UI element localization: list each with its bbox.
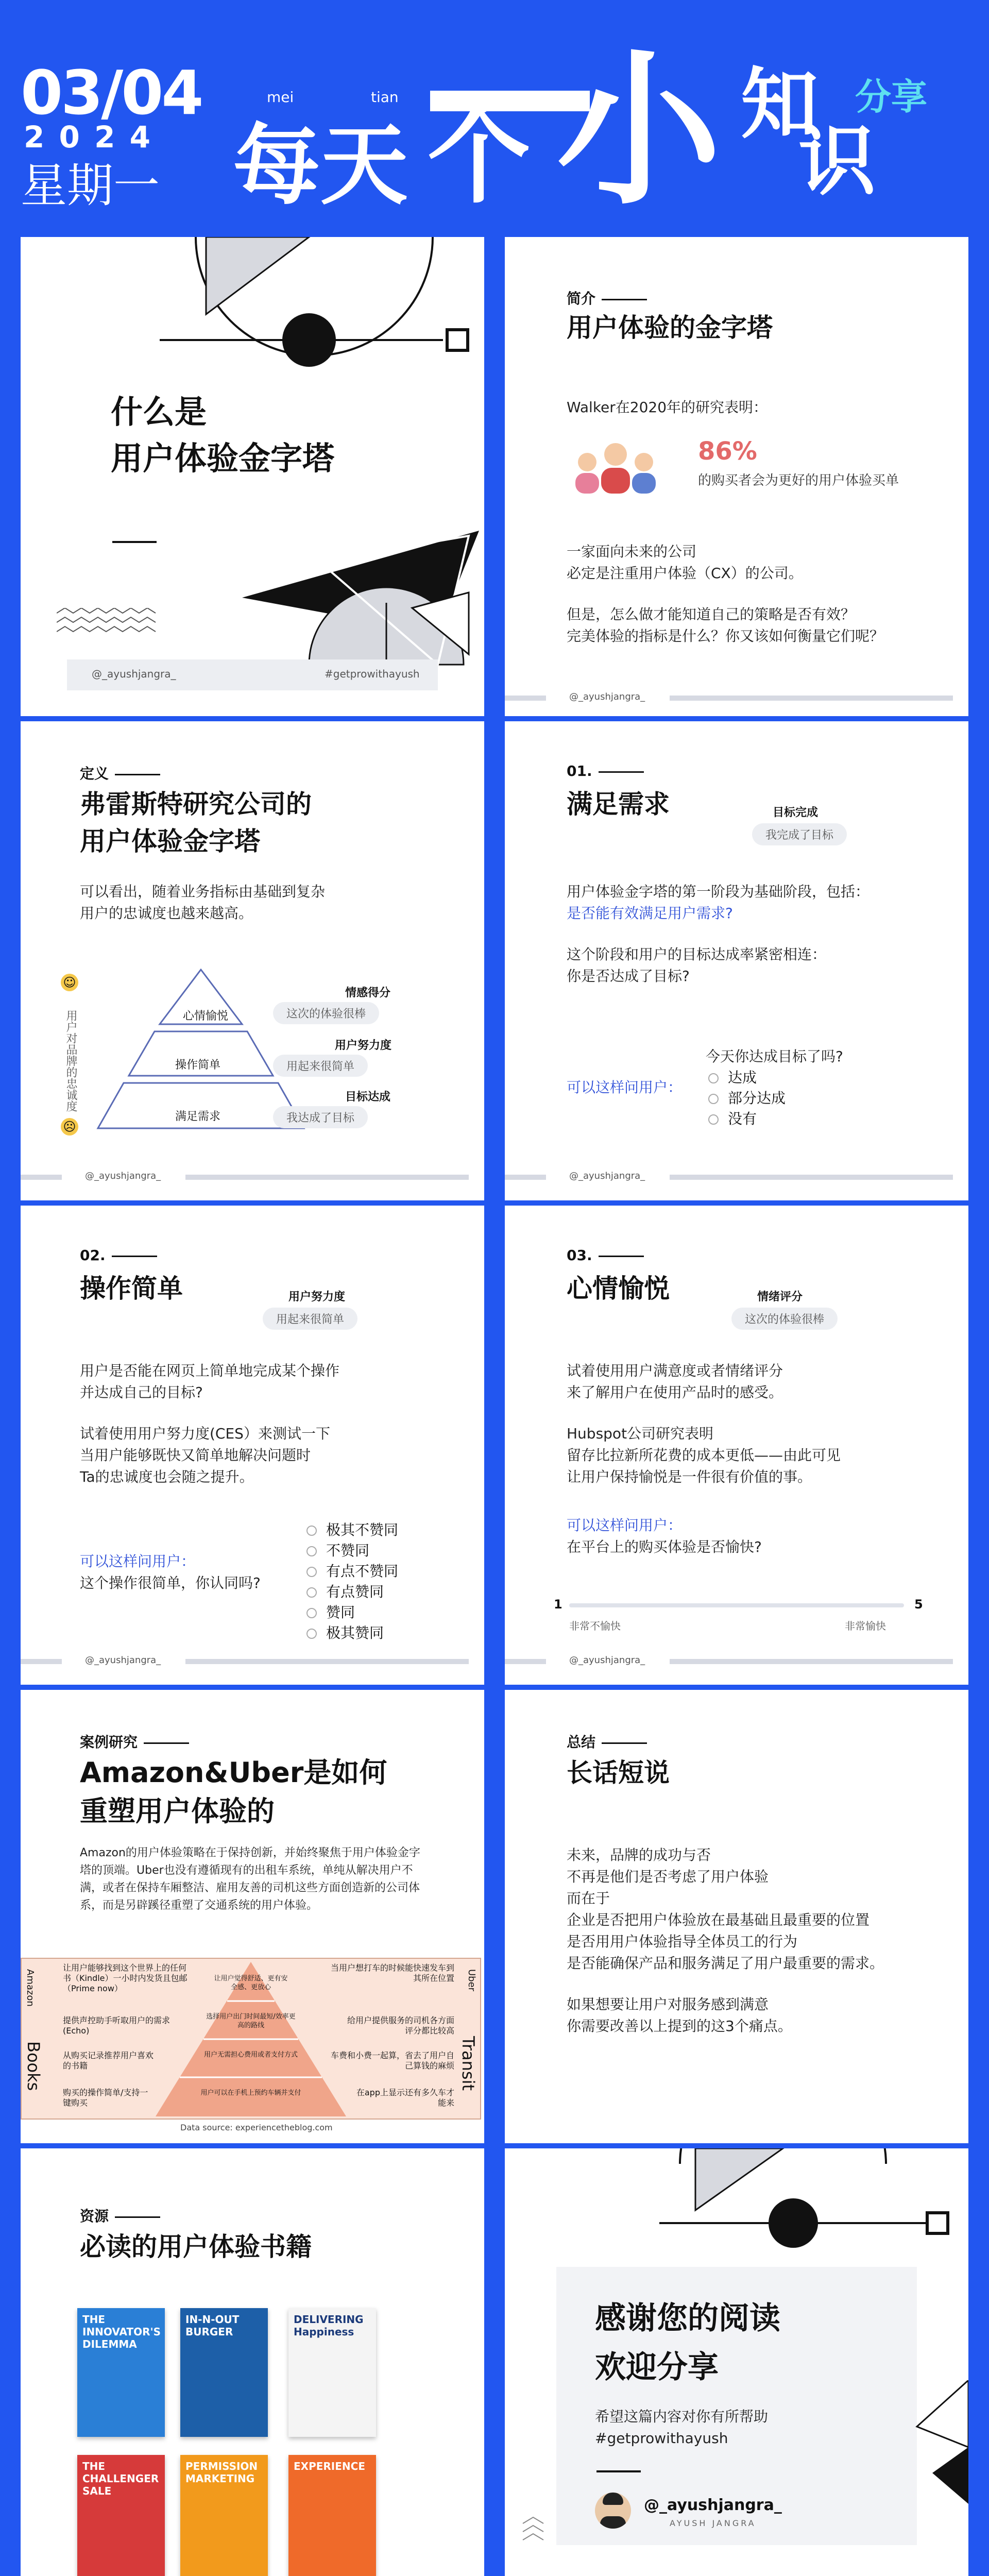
semicircle-decoration <box>155 237 474 371</box>
card4-question: 今天你达成目标了吗? <box>706 1048 843 1065</box>
card4-p1-line1: 用户体验金字塔的第一阶段为基础阶段，包括： <box>567 883 870 900</box>
card2-footer-bar-right <box>670 696 953 701</box>
card5-ask: 可以这样问用户： <box>80 1553 196 1570</box>
card4-title: 满足需求 <box>567 789 670 819</box>
card2-percent-text: 的购买者会为更好的用户体验买单 <box>698 473 899 488</box>
card7-source: Data source: experiencetheblog.com <box>180 2123 333 2132</box>
left-label: Books <box>24 2041 43 2091</box>
card-delight <box>505 1206 968 1685</box>
card2-p1-line2: 必定是注重用户体验（CX）的公司。 <box>567 565 803 582</box>
header-pinyin-mei: mei <box>267 89 294 106</box>
card4-ask: 可以这样问用户： <box>567 1079 683 1096</box>
card3-pill2: 用起来很简单 <box>273 1055 368 1077</box>
card4-section: 01. <box>567 762 644 779</box>
card7-desc: Amazon的用户体验策略在于保持创新，并始终聚焦于用户体验金字塔的顶端。Uber也没有遵循现有的出租车系统，单纯从解决用户不满，或者在保持车厢整洁、雇用友善的司机这些方面创造新的公司体系，而是另辟蹊径重塑了交通系统的用户体验。 <box>80 1846 420 1912</box>
card3-tag2: 用户努力度 <box>335 1039 392 1052</box>
card10-profile-handle: @_ayushjangra_ <box>644 2496 782 2514</box>
scale-min: 1 <box>554 1597 562 1612</box>
card3-desc-line1: 可以看出，随着业务指标由基础到复杂 <box>80 883 326 900</box>
card10-title-line1: 感谢您的阅读 <box>595 2300 780 2336</box>
avatar <box>595 2493 631 2529</box>
right-item: 在app上显示还有多久车才能来 <box>356 2088 454 2108</box>
scale-max: 5 <box>914 1597 923 1612</box>
card10-sub-line2: #getprowithayush <box>595 2430 728 2447</box>
center-item: 用户可以在手机上预约车辆并支付 <box>200 2089 301 2097</box>
card8-p1-line1: 未来，品牌的成功与否 <box>567 1846 711 1863</box>
triangle-decoration <box>242 531 479 675</box>
card3-pill3: 我达成了目标 <box>273 1106 368 1128</box>
card2-p2-line2: 完美体验的指标是什么？你又该如何衡量它们呢？ <box>567 628 884 645</box>
card1-hashtag: #getprowithayush <box>325 668 420 680</box>
card8-p1-line2: 不再是他们是否考虑了用户体验 <box>567 1868 769 1885</box>
card4-pill: 我完成了目标 <box>752 823 847 845</box>
card5-p1-line2: 并达成自己的目标? <box>80 1384 203 1401</box>
card2-p2-line1: 但是，怎么做才能知道自己的策略是否有效？ <box>567 606 856 623</box>
card-resources <box>21 2148 484 2576</box>
card3-tag1: 情感得分 <box>345 987 391 999</box>
card5-p1-line1: 用户是否能在网页上简单地完成某个操作 <box>80 1362 340 1379</box>
book-cover[interactable]: PERMISSION MARKETING <box>180 2455 268 2576</box>
header-year: 2 0 2 4 <box>24 120 153 155</box>
card4-p2-line2: 你是否达成了目标? <box>567 968 690 985</box>
card10-profile-name: AYUSH JANGRA <box>670 2518 756 2528</box>
book-cover[interactable]: EXPERIENCE <box>288 2455 376 2576</box>
card3-title-line1: 弗雷斯特研究公司的 <box>80 789 312 819</box>
header-title-1: 每天 <box>233 115 408 217</box>
card2-section: 简介 <box>567 287 647 308</box>
option-item[interactable]: 有点赞同 <box>306 1582 398 1602</box>
card3-section: 定义 <box>80 762 160 783</box>
card6-pill: 这次的体验很棒 <box>731 1308 838 1330</box>
card3-footer-bar-right <box>185 1175 469 1180</box>
zigzag-decoration <box>57 608 160 639</box>
card4-footer-bar-right <box>670 1175 953 1180</box>
right-label-top: Uber <box>466 1969 477 1992</box>
card-thanks <box>505 2148 968 2576</box>
triangle-decoration <box>912 2380 968 2509</box>
card2-title: 用户体验的金字塔 <box>567 313 773 343</box>
scale-max-label: 非常愉快 <box>845 1620 886 1632</box>
card8-p1-line5: 是否用用户体验指导全体员工的行为 <box>567 1933 798 1950</box>
card8-p2-line2: 你需要改善以上提到的这3个痛点。 <box>567 2018 792 2035</box>
card8-section: 总结 <box>567 1731 647 1752</box>
header-title-4: 知 <box>741 60 819 149</box>
center-item: 让用户觉得舒适、更有安全感、更放心 <box>214 1975 288 1991</box>
card8-p1-line4: 企业是否把用户体验放在最基础且最重要的位置 <box>567 1911 870 1928</box>
left-item: 提供声控助手听取用户的需求(Echo) <box>63 2015 170 2036</box>
header-title-5: 识 <box>798 116 876 206</box>
card1-handle: @_ayushjangra_ <box>92 668 176 680</box>
rating-scale-track[interactable] <box>569 1603 904 1607</box>
card-meet-needs <box>505 721 968 1200</box>
card6-section: 03. <box>567 1247 644 1264</box>
card3-footer-bar-left <box>21 1175 62 1180</box>
card3-tag3: 目标达成 <box>345 1091 391 1104</box>
card5-footer-bar-right <box>185 1659 469 1664</box>
card5-title: 操作简单 <box>80 1274 183 1303</box>
header-title-2: 个 <box>428 97 531 217</box>
chevron-decoration <box>520 2514 546 2545</box>
book-cover[interactable]: THE CHALLENGER SALE <box>77 2455 165 2576</box>
header-share: 分享 <box>855 76 927 118</box>
option-item[interactable]: 达成 <box>708 1067 786 1088</box>
card6-p1-line1: 试着使用用户满意度或者情绪评分 <box>567 1362 783 1379</box>
card-case-study <box>21 1690 484 2143</box>
card3-desc-line2: 用户的忠诚度也越来越高。 <box>80 905 253 922</box>
right-item: 给用户提供服务的司机各方面评分都比较高 <box>347 2015 454 2036</box>
card5-section: 02. <box>80 1247 157 1264</box>
semicircle-decoration <box>659 2148 968 2251</box>
card4-options <box>708 1067 786 1129</box>
right-item: 车费和小费一起算，省去了用户自己算钱的麻烦 <box>331 2050 455 2071</box>
option-item[interactable]: 极其不赞同 <box>306 1520 398 1540</box>
card5-tag: 用户努力度 <box>288 1291 346 1303</box>
card7-title-line2: 重塑用户体验的 <box>80 1795 275 1827</box>
smile-emoji-icon: ☺ <box>61 974 78 991</box>
header-title-3: 小 <box>556 36 721 227</box>
option-item[interactable]: 没有 <box>708 1109 786 1129</box>
card8-title: 长话短说 <box>567 1758 670 1788</box>
card3-title-line2: 用户体验金字塔 <box>80 826 260 856</box>
header-weekday: 星期一 <box>21 159 160 213</box>
option-item[interactable]: 有点不赞同 <box>306 1561 398 1582</box>
people-icon <box>569 434 662 496</box>
card5-p2-line3: Ta的忠诚度也会随之提升。 <box>80 1468 254 1485</box>
card6-tag: 情绪评分 <box>757 1291 803 1303</box>
divider <box>596 2470 641 2472</box>
card-definition <box>21 721 484 1200</box>
card5-footer-bar-left <box>21 1659 62 1664</box>
card6-handle: @_ayushjangra_ <box>569 1655 645 1666</box>
card5-handle: @_ayushjangra_ <box>85 1655 161 1666</box>
card6-question: 在平台上的购买体验是否愉快? <box>567 1538 762 1555</box>
card6-p2-line3: 让用户保持愉悦是一件很有价值的事。 <box>567 1468 812 1485</box>
card6-p1-line2: 来了解用户在使用产品时的感受。 <box>567 1384 783 1401</box>
card9-section: 资源 <box>80 2205 160 2226</box>
header-pinyin-tian: tian <box>371 89 399 106</box>
card8-p1-line6: 是否能确保产品和服务满足了用户最重要的需求。 <box>567 1955 884 1972</box>
card7-section: 案例研究 <box>80 1731 189 1752</box>
card6-p2-line1: Hubspot公司研究表明 <box>567 1425 714 1442</box>
card-intro-cover <box>21 237 484 716</box>
card5-pill: 用起来很简单 <box>263 1308 357 1330</box>
header-date: 03/04 <box>21 57 202 128</box>
center-item: 用户无需担心费用或者支付方式 <box>203 2051 298 2059</box>
card5-p2-line2: 当用户能够既快又简单地解决问题时 <box>80 1447 311 1464</box>
card4-p2-line1: 这个阶段和用户的目标达成率紧密相连： <box>567 946 827 963</box>
right-label: Transit <box>458 2036 478 2091</box>
card5-question: 这个操作很简单，你认同吗? <box>80 1574 261 1591</box>
card7-title-line1: Amazon&Uber是如何 <box>80 1756 387 1789</box>
card2-intro: Walker在2020年的研究表明： <box>567 399 768 416</box>
card1-title-line2: 用户体验金字塔 <box>111 439 335 477</box>
card10-sub-line1: 希望这篇内容对你有所帮助 <box>595 2408 769 2425</box>
card6-footer-bar-left <box>505 1659 546 1664</box>
card4-p1-line2: 是否能有效满足用户需求? <box>567 905 733 922</box>
card5-options <box>306 1520 398 1643</box>
book-cover[interactable]: THE INNOVATOR'S DILEMMA <box>77 2308 165 2437</box>
pyramid-level-top: 心情愉悦 <box>183 1010 229 1023</box>
pyramid-level-base: 满足需求 <box>175 1110 221 1123</box>
card-introduction <box>505 237 968 716</box>
card4-handle: @_ayushjangra_ <box>569 1171 645 1181</box>
card3-pill1: 这次的体验很棒 <box>273 1002 379 1024</box>
card6-footer-bar-right <box>670 1659 953 1664</box>
card6-title: 心情愉悦 <box>567 1274 670 1303</box>
left-label-top: Amazon <box>25 1969 36 2007</box>
card4-footer-bar-left <box>505 1175 546 1180</box>
book-cover[interactable]: IN-N-OUT BURGER <box>180 2308 268 2437</box>
card-easy-to-use <box>21 1206 484 1685</box>
title-underline <box>112 541 157 543</box>
card4-tag: 目标完成 <box>773 806 819 819</box>
card1-title-line1: 什么是 <box>111 393 207 431</box>
card9-title: 必读的用户体验书籍 <box>80 2232 312 2262</box>
card2-percent: 86% <box>698 437 757 466</box>
right-item: 当用户想打车的时候能快速发车到其所在位置 <box>331 1963 455 1983</box>
pyramid-level-mid: 操作简单 <box>175 1059 221 1072</box>
card2-p1-line1: 一家面向未来的公司 <box>567 543 697 560</box>
card-summary <box>505 1690 968 2143</box>
option-item[interactable]: 赞同 <box>306 1602 398 1623</box>
left-item: 从购买记录推荐用户喜欢的书籍 <box>63 2050 154 2071</box>
book-cover[interactable]: DELIVERING Happiness <box>288 2308 376 2437</box>
option-item[interactable]: 部分达成 <box>708 1088 786 1109</box>
case-diagram <box>21 1958 481 2120</box>
option-item[interactable]: 极其赞同 <box>306 1623 398 1643</box>
center-item: 选择用户出门时间最短/效率更高的路线 <box>206 2013 296 2029</box>
card3-vertical-text: 用户对品牌的忠诚度 <box>64 1010 77 1112</box>
card6-p2-line2: 留存比拉新所花费的成本更低——由此可见 <box>567 1447 841 1464</box>
card8-p1-line3: 而在于 <box>567 1890 610 1907</box>
neutral-emoji-icon: ☹ <box>61 1118 78 1136</box>
option-item[interactable]: 不赞同 <box>306 1540 398 1561</box>
left-item: 购买的操作简单/支持一键购买 <box>63 2088 148 2108</box>
card2-footer-bar-left <box>505 696 546 701</box>
scale-min-label: 非常不愉快 <box>569 1620 621 1632</box>
card5-p2-line1: 试着使用用户努力度(CES）来测试一下 <box>80 1425 330 1442</box>
card2-handle: @_ayushjangra_ <box>569 691 645 702</box>
card8-p2-line1: 如果想要让用户对服务感到满意 <box>567 1996 769 2013</box>
card6-ask: 可以这样问用户： <box>567 1517 683 1534</box>
card3-handle: @_ayushjangra_ <box>85 1171 161 1181</box>
left-item: 让用户能够找到这个世界上的任何书（Kindle）一小时内发货且包邮（Prime now） <box>63 1963 187 1993</box>
card10-title-line2: 欢迎分享 <box>595 2349 719 2385</box>
